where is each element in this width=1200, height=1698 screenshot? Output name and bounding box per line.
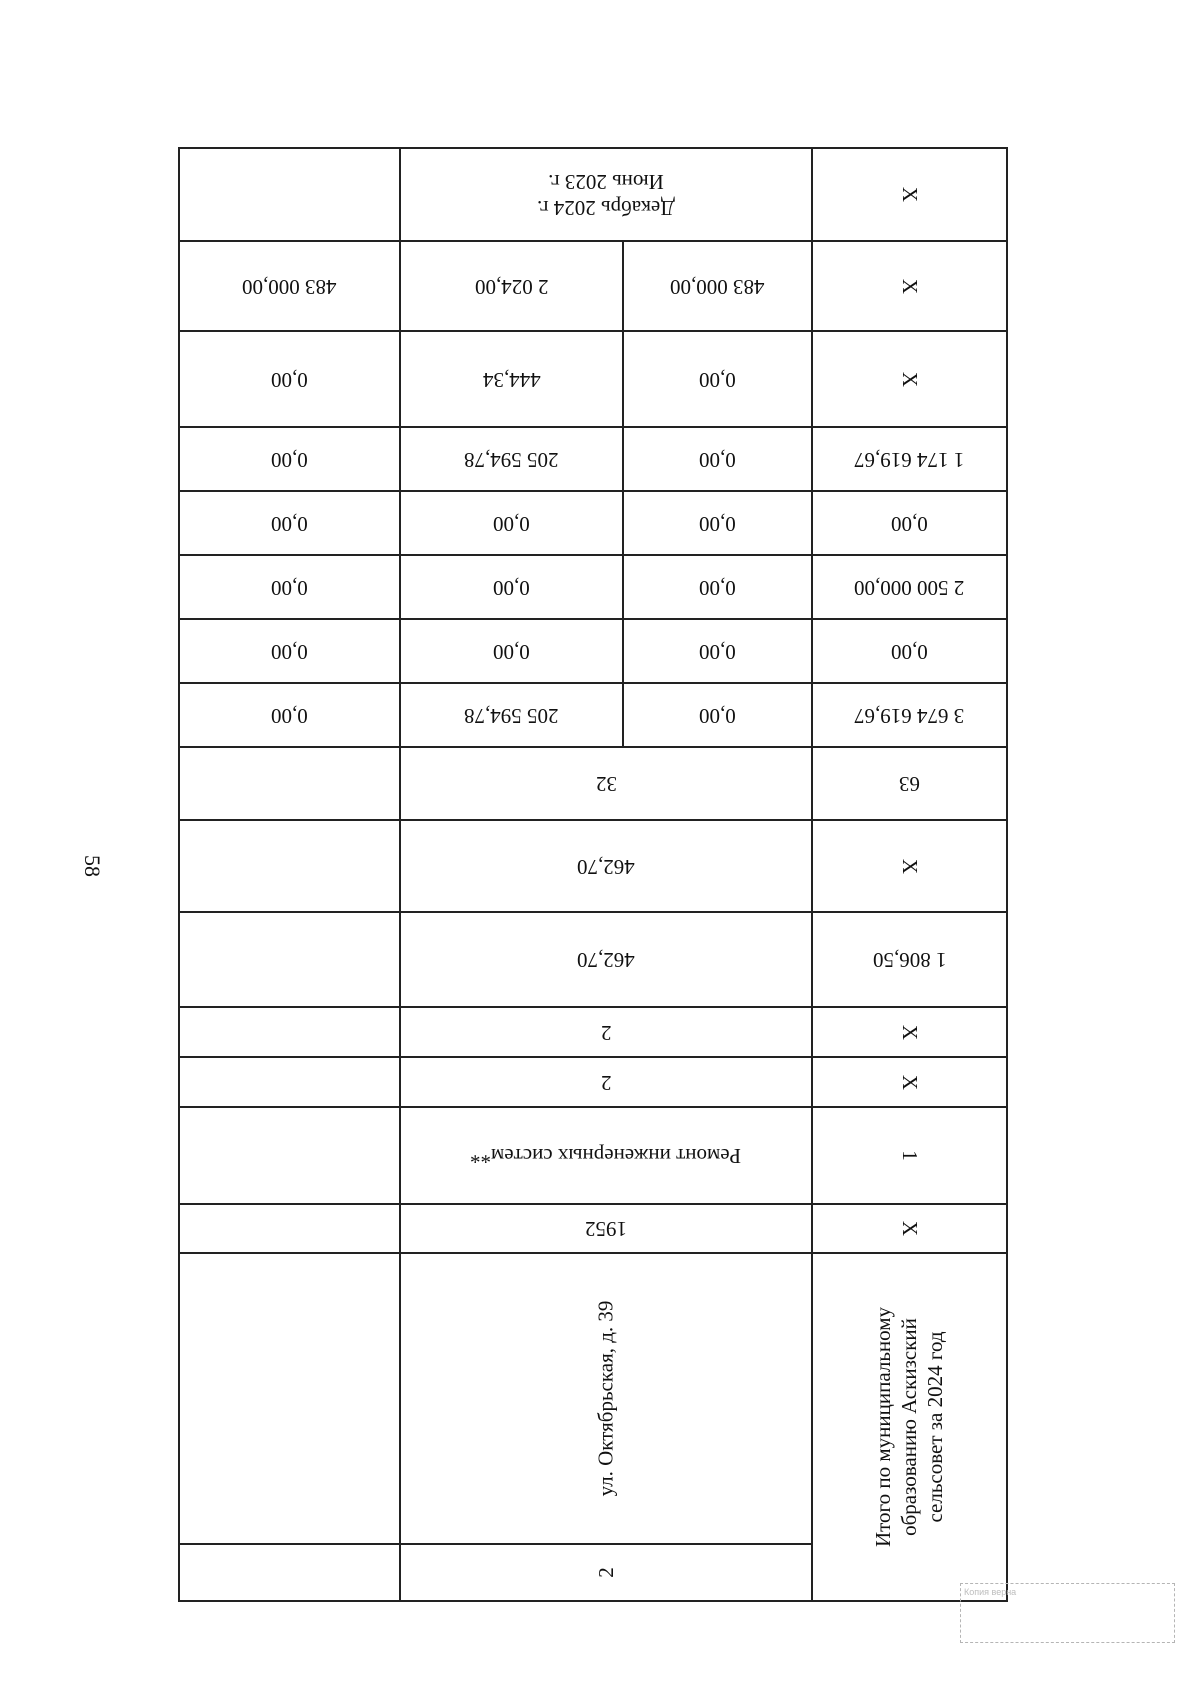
merged-row-1-c1: 63 (899, 772, 920, 796)
merged-row-6-c1: 1 (898, 1150, 922, 1161)
merged-row-4-c1: Х (897, 1024, 922, 1040)
row-2-c3: 444,34 (482, 367, 541, 392)
merged-row-7-c1: Х (897, 1220, 922, 1237)
merged-row-2-c1: Х (897, 858, 922, 874)
row-7-c1: 3 674 619,67 (854, 703, 965, 728)
period-cell: Декабрь 2024 г. Июнь 2023 г. (537, 169, 675, 220)
row-4-c1: 0,00 (891, 511, 928, 536)
page-number: 58 (80, 855, 105, 877)
data-table (178, 147, 1008, 1602)
row-4-c3: 0,00 (493, 511, 530, 536)
row-6-c2: 0,00 (699, 639, 736, 664)
row-6-c3: 0,00 (493, 639, 530, 664)
row-1-c4: 483 000,00 (242, 274, 337, 299)
row-7-c2: 0,00 (699, 703, 736, 728)
address-cell: ул. Октябрьская, д. 39 (593, 1300, 618, 1497)
row-3-c4: 0,00 (271, 447, 308, 472)
merged-row-7-c23: 1952 (585, 1217, 627, 1241)
certification-stamp: Копия верна (960, 1583, 1175, 1643)
row-5-c2: 0,00 (699, 575, 736, 600)
merged-row-3-c23: 462,70 (577, 948, 635, 972)
total-label-cell: Итого по муниципальному образованию Аскизский сельсовет за 2024 год (871, 1306, 948, 1548)
merged-row-5-c1: Х (897, 1074, 922, 1090)
merged-row-3-c1: 1 806,50 (872, 948, 947, 972)
merged-row-6-c23: Ремонт инженерных систем** (470, 1144, 742, 1168)
row-1-c2: 483 000,00 (670, 274, 765, 299)
row-2-c2: 0,00 (699, 367, 736, 392)
row-7-c4: 0,00 (271, 703, 308, 728)
merged-row-5-c23: 2 (600, 1070, 612, 1095)
row-5-c1: 2 500 000,00 (854, 575, 965, 600)
row-6-c4: 0,00 (271, 639, 308, 664)
row-5-c4: 0,00 (271, 575, 308, 600)
row-1-c1: Х (897, 278, 922, 294)
merged-row-4-c23: 2 (600, 1020, 612, 1045)
row-2-c4: 0,00 (271, 367, 308, 392)
merged-row-1-c23: 32 (595, 772, 617, 796)
row-7-c3: 205 594,78 (464, 703, 559, 728)
top-x-mark: Х (897, 186, 922, 203)
merged-row-2-c23: 462,70 (577, 854, 635, 879)
row-4-c4: 0,00 (271, 511, 308, 536)
row-number-cell: 2 (593, 1567, 618, 1578)
row-2-c1: Х (897, 371, 922, 387)
row-3-c1: 1 174 619,67 (854, 447, 965, 472)
row-6-c1: 0,00 (891, 639, 928, 664)
row-1-c3: 2 024,00 (474, 274, 549, 299)
row-3-c3: 205 594,78 (464, 447, 559, 472)
row-5-c3: 0,00 (493, 575, 530, 600)
row-3-c2: 0,00 (699, 447, 736, 472)
row-4-c2: 0,00 (699, 511, 736, 536)
